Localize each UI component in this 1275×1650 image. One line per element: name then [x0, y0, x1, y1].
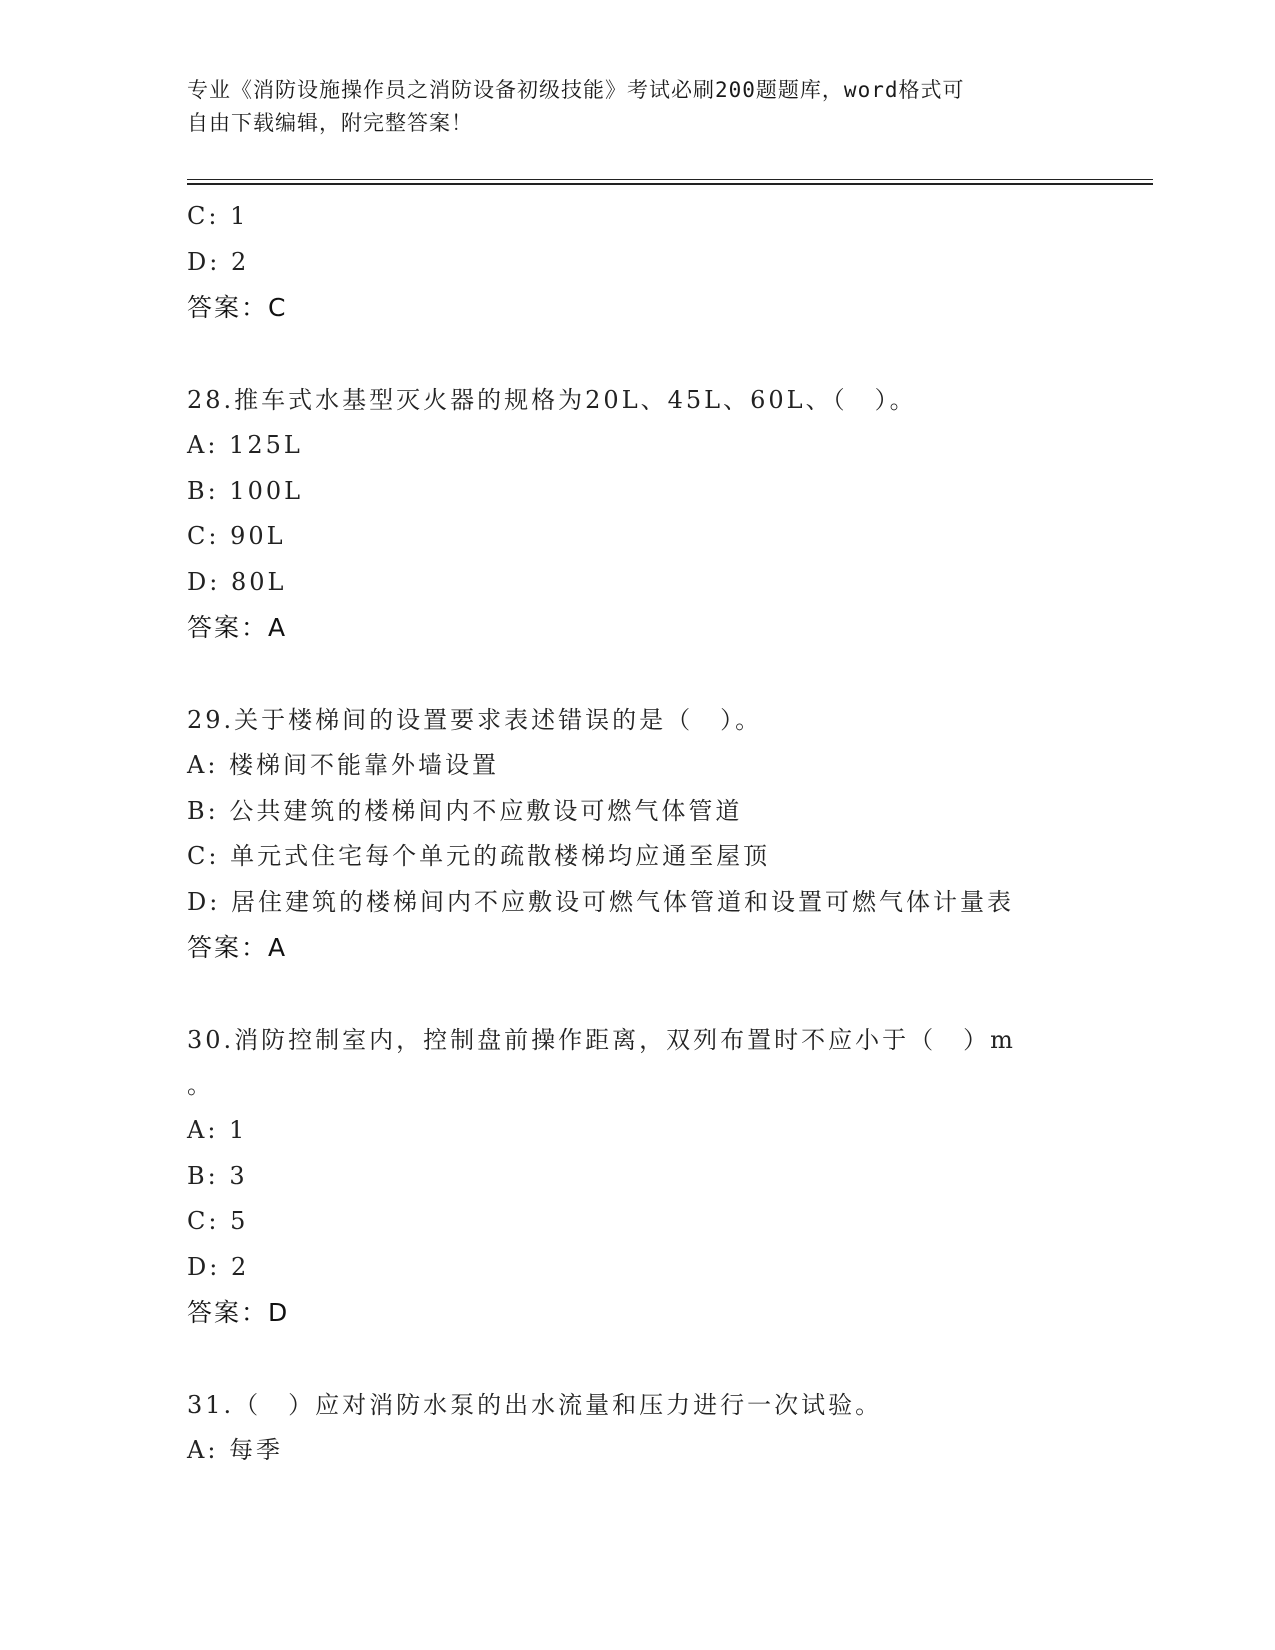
option-a: A: 楼梯间不能靠外墙设置 — [187, 751, 500, 779]
question-spacer — [187, 1336, 1153, 1383]
question-stem: 31.（ ）应对消防水泵的出水流量和压力进行一次试验。 — [187, 1390, 883, 1419]
question-29 — [187, 698, 1153, 971]
option-c: C: 单元式住宅每个单元的疏散楼梯均应通至屋顶 — [187, 842, 771, 870]
question-stem: 30.消防控制室内，控制盘前操作距离，双列布置时不应小于（ ）m — [187, 1025, 1016, 1054]
question-spacer — [187, 651, 1153, 698]
question-28 — [187, 378, 1153, 651]
document-header — [187, 74, 1087, 140]
previous-question-tail — [187, 194, 1153, 331]
option-b: B: 公共建筑的楼梯间内不应敷设可燃气体管道 — [187, 796, 743, 825]
option-a: A: 每季 — [187, 1436, 284, 1464]
option-c: C: 5 — [187, 1207, 249, 1235]
question-stem-continuation: 。 — [187, 1071, 211, 1099]
option-d: D: 2 — [187, 247, 250, 276]
option-a: A: 125L — [187, 431, 303, 459]
question-stem: 29.关于楼梯间的设置要求表述错误的是（ ）。 — [187, 705, 763, 734]
option-b: B: 100L — [187, 476, 304, 505]
option-a: A: 1 — [187, 1116, 248, 1144]
header-line-1: 专业《消防设施操作员之消防设备初级技能》考试必刷200题题库，word格式可 — [187, 78, 965, 102]
option-d: D: 80L — [187, 567, 287, 596]
header-line-2: 自由下载编辑，附完整答案！ — [187, 111, 473, 135]
header-divider-thin — [187, 179, 1153, 180]
answer-line: 答案：C — [187, 293, 288, 322]
option-d: D: 居住建筑的楼梯间内不应敷设可燃气体管道和设置可燃气体计量表 — [187, 887, 1014, 916]
option-b: B: 3 — [187, 1161, 248, 1190]
option-c: C: 90L — [187, 522, 286, 550]
question-spacer — [187, 331, 1153, 378]
option-c: C: 1 — [187, 202, 249, 230]
question-list — [187, 194, 1153, 1474]
question-stem: 28.推车式水基型灭火器的规格为20L、45L、60L、（ ）。 — [187, 385, 917, 414]
answer-line: 答案：A — [187, 613, 288, 642]
header-divider-thick — [187, 183, 1153, 185]
answer-line: 答案：A — [187, 933, 288, 962]
question-30 — [187, 1018, 1153, 1336]
option-d: D: 2 — [187, 1252, 250, 1281]
question-spacer — [187, 971, 1153, 1018]
question-31 — [187, 1383, 1153, 1474]
answer-line: 答案：D — [187, 1298, 290, 1327]
